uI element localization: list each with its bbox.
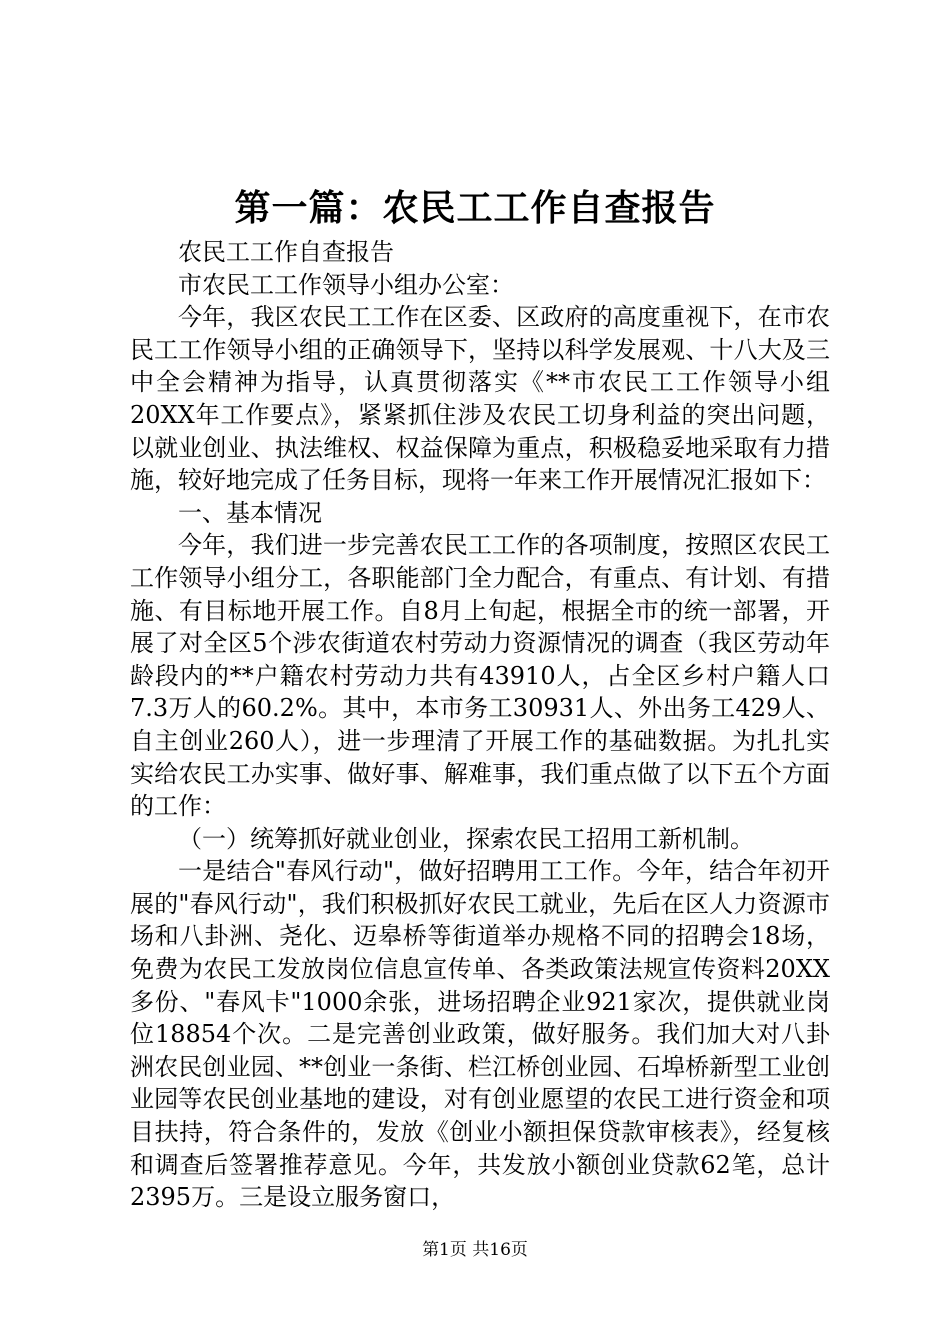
paragraph-intro: 今年，我区农民工工作在区委、区政府的高度重视下，在市农民工工作领导小组的正确领导下，坚持以科学发展观、十八大及三中全会精神为指导，认真贯彻落实《**市农民工工作领导小组20XX年工作要点》，紧紧抓住涉及农民工切身利益的突出问题，以就业创业、执法维权、权益保障为重点，积极稳妥地采取有力措施，较好地完成了任务目标，现将一年来工作开展情况汇报如下： xyxy=(130,303,830,495)
document-body xyxy=(130,236,830,1214)
paragraph-basic-situation: 今年，我们进一步完善农民工工作的各项制度，按照区农民工工作领导小组分工，各职能部门全力配合，有重点、有计划、有措施、有目标地开展工作。自8月上旬起，根据全市的统一部署，开展了对全区5个涉农街道农村劳动力资源情况的调查（我区劳动年龄段内的**户籍农村劳动力共有43910人，占全区乡村户籍人口7.3万人的60.2%。其中，本市务工30931人、外出务工429人、自主创业260人），进一步理清了开展工作的基础数据。为扎扎实实给农民工办实事、做好事、解难事，我们重点做了以下五个方面的工作： xyxy=(130,531,830,821)
paragraph-employment: 一是结合"春风行动"，做好招聘用工工作。今年，结合年初开展的"春风行动"，我们积极抓好农民工就业，先后在区人力资源市场和八卦洲、尧化、迈皋桥等街道举办规格不同的招聘会18场，免费为农民工发放岗位信息宣传单、各类政策法规宣传资料20XX多份、"春风卡"1000余张，进场招聘企业921家次，提供就业岗位18854个次。二是完善创业政策，做好服务。我们加大对八卦洲农民创业园、**创业一条街、栏江桥创业园、石埠桥新型工业创业园等农民创业基地的建设，对有创业愿望的农民工进行资金和项目扶持，符合条件的，发放《创业小额担保贷款审核表》，经复核和调查后签署推荐意见。今年，共发放小额创业贷款62笔，总计2395万。三是设立服务窗口， xyxy=(130,857,830,1212)
section-heading-basic-situation: 一、基本情况 xyxy=(178,498,322,527)
document-title: 第一篇：农民工工作自查报告 xyxy=(234,187,716,229)
paragraph-addressee: 市农民工工作领导小组办公室： xyxy=(178,270,514,299)
page-footer: 第1页 共16页 xyxy=(422,1240,528,1260)
subsection-heading-employment: （一）统筹抓好就业创业，探索农民工招用工新机制。 xyxy=(178,824,754,853)
paragraph-subtitle: 农民工工作自查报告 xyxy=(178,238,394,266)
